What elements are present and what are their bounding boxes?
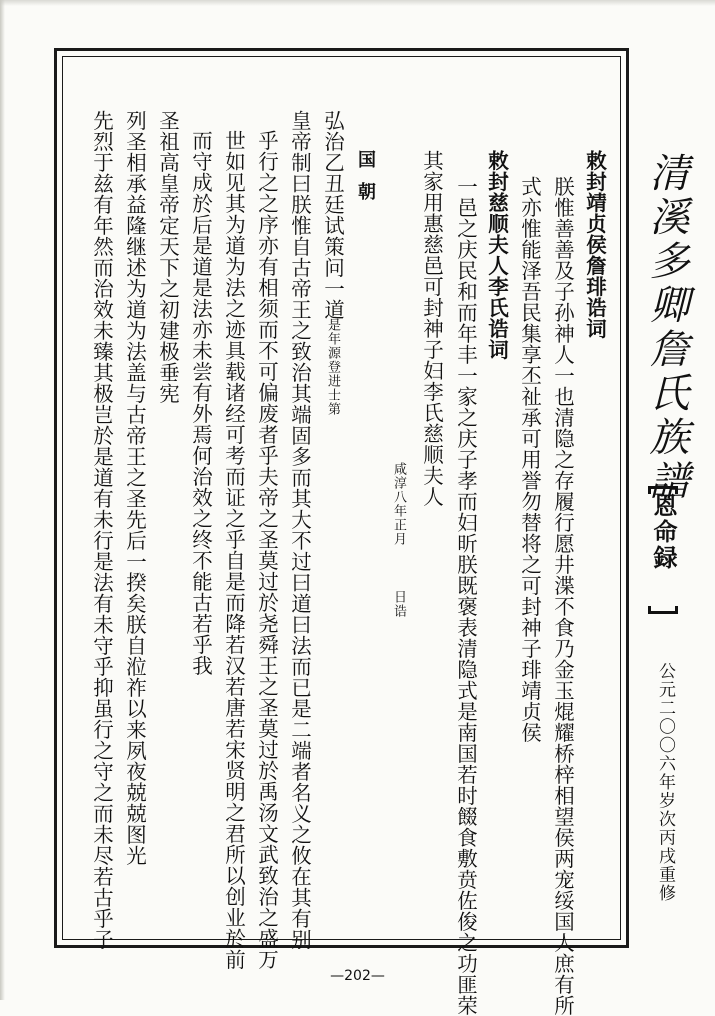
exam-line: 而守成於后是道是法亦未尝有外焉何治效之终不能古若乎我 xyxy=(188,130,213,676)
decree-line: 朕惟善善及子孙神人一也清隐之存履行愿井渫不食乃金玉焜耀桥梓相望侯两宠绥国人庶有所 xyxy=(550,176,575,1016)
decree-line: 一邑之庆民和而年丰一家之庆子孝而妇昕朕既褒表清隐式是南国若时餟食敷贲佐俊之功匪荣 xyxy=(453,176,478,1016)
edition-date: 公元二〇〇六年岁次丙戌重修 xyxy=(655,662,675,903)
dynasty-heading: 国朝 xyxy=(355,150,376,214)
decree-title-cishun: 敕封慈顺夫人李氏诰词 xyxy=(484,150,509,360)
scan-edge-top xyxy=(0,0,715,6)
exam-title: 弘治乙丑廷试策问一道 xyxy=(320,110,345,320)
page-number: —202— xyxy=(330,968,385,984)
exam-line: 先烈于兹有年然而治效未臻其极岂於是道有未行是法有未守乎抑虽行之守之而未尽若古乎子 xyxy=(89,110,114,950)
section-label: 恩命録 xyxy=(649,493,678,571)
decree-line: 其家用惠慈邑可封神子妇李氏慈顺夫人 xyxy=(419,150,444,507)
exam-line: 世如见其为道为法之迹具载诸经可考而证之乎自是而降若汉若唐若宋贤明之君所以创业於前 xyxy=(221,130,246,970)
scan-edge-left xyxy=(0,0,5,1000)
decree-date-suffix: 日诰 xyxy=(391,590,406,618)
decree-date: 咸淳八年正月 xyxy=(391,462,406,546)
decree-title-jingzhen: 敕封靖贞侯詹琲诰词 xyxy=(582,150,607,339)
exam-line: 圣祖高皇帝定天下之初建极垂宪 xyxy=(155,110,180,404)
exam-line: 列圣相承益隆继述为道为法盖与古帝王之圣先后一揆矣朕自涖祚以来夙夜兢兢图光 xyxy=(122,110,147,866)
exam-line: 乎行之之序亦有相须而不可偏废者乎夫帝之圣莫过於尧舜王之圣莫过於禹汤文武致治之盛万 xyxy=(254,130,279,970)
exam-title-note: 是年源登进士第 xyxy=(325,318,340,416)
exam-line: 皇帝制曰朕惟自古帝王之致治其端固多而其大不过曰道曰法而已是二端者名义之攸在其有别 xyxy=(287,110,312,950)
bracket-bottom xyxy=(648,606,678,614)
decree-line: 式亦惟能泽吾民集享丕祉承可用誉勿替将之可封神子琲靖贞侯 xyxy=(517,176,542,743)
book-title: 清溪多卿詹氏族譜 xyxy=(643,152,689,504)
